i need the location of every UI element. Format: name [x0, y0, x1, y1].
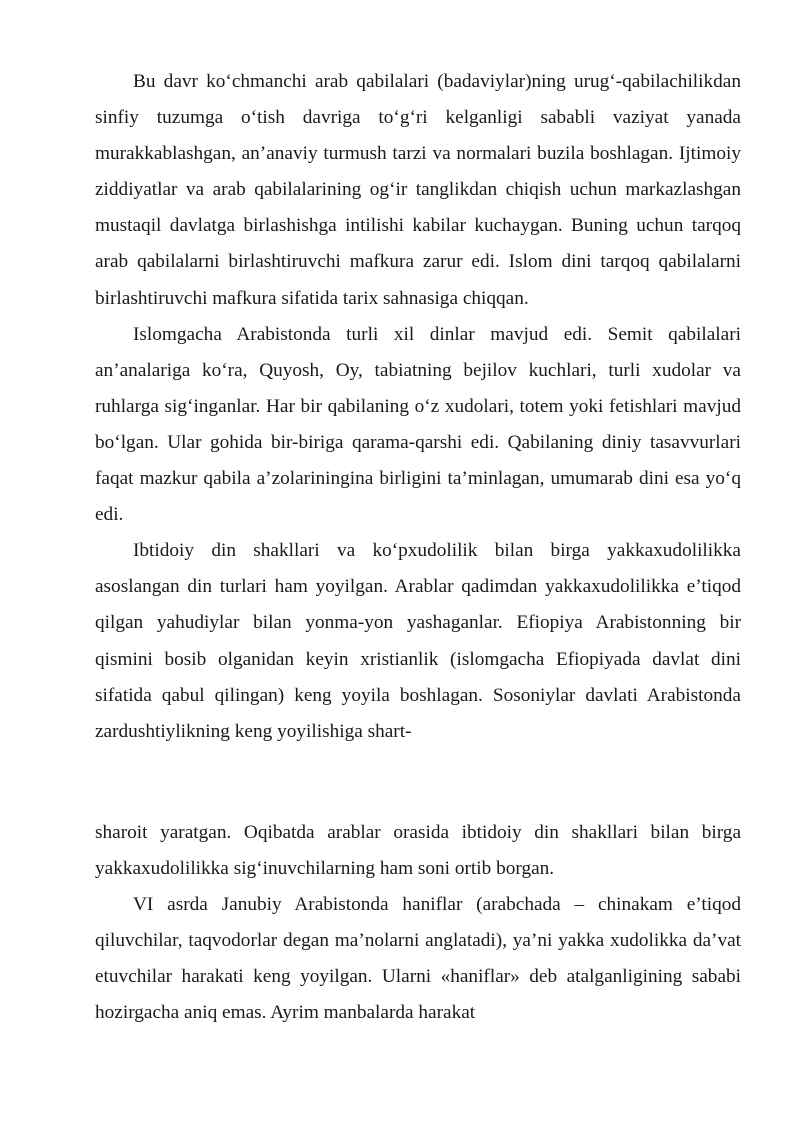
paragraph-2: Islomgacha Arabistonda turli xil dinlar mavjud edi. Semit qabilalari an’analariga ko‘ra, Quyosh, Oy, tabiatning bejilov kuchlari, turli xudolar va ruhlarga sig‘inganlar. Har bir qabilaning o‘z xudolari, totem yoki fetishlari mavjud bo‘lgan. Ular gohida bir-biriga qarama-qarshi edi. Qabilaning diniy tasavvurlari faqat mazkur qabila a’zolariningina birligini ta’minlagan, umumarab dini esa yo‘q edi.	[95, 323, 741, 526]
paragraph-4: VI asrda Janubiy Arabistonda haniflar (arabchada – chinakam e’tiqod qiluvchilar, taqvodorlar degan ma’nolarni anglatadi), ya’ni yakka xudolikka da’vat etuvchilar harakati keng yoyilgan. Ularni «haniflar» deb atalganligining sababi hozirgacha aniq emas. Ayrim manbalarda harakat	[95, 894, 741, 1024]
paragraph-3: Ibtidoiy din shakllari va ko‘pxudolilik bilan birga yakkaxudolilikka asoslangan din turlari ham yoyilgan. Arablar qadimdan yakkaxudolilikka e’tiqod qilgan yahudiylar bilan yonma-yon yashaganlar. Efiopiya Arabistonning bir qismini bosib olganidan keyin xristianlik (islomgacha Efiopiyada davlat dini sifatida qabul qilingan) keng yoyila boshlagan. Sosoniylar davlati Arabistonda zardushtiylikning keng yoyilishiga shart-	[95, 540, 741, 742]
paragraph-1: Bu davr ko‘chmanchi arab qabilalari (badaviylar)ning urug‘-qabilachilikdan sinfiy tuzumga o‘tish davriga to‘g‘ri kelganligi sababli vaziyat yanada murakkablashgan, an’anaviy turmush tarzi va normalari buzila boshlagan. Ijtimoiy ziddiyatlar va arab qabilalarining og‘ir tanglikdan chiqish uchun markazlashgan mustaqil davlatga birlashishga intilishi kabilar kuchaygan. Buning uchun tarqoq arab qabilalarni birlashtiruvchi mafkura zarur edi. Islom dini tarqoq qabilalarni birlashtiruvchi mafkura sifatida tarix sahnasiga chiqqan.	[95, 71, 741, 309]
body-text-lower	[95, 815, 741, 1032]
paragraph-3-continuation: sharoit yaratgan. Oqibatda arablar orasida ibtidoiy din shakllari bilan birga yakkaxudolilikka sig‘inuvchilarning ham soni ortib borgan.	[95, 822, 741, 880]
body-text-upper	[95, 64, 741, 750]
